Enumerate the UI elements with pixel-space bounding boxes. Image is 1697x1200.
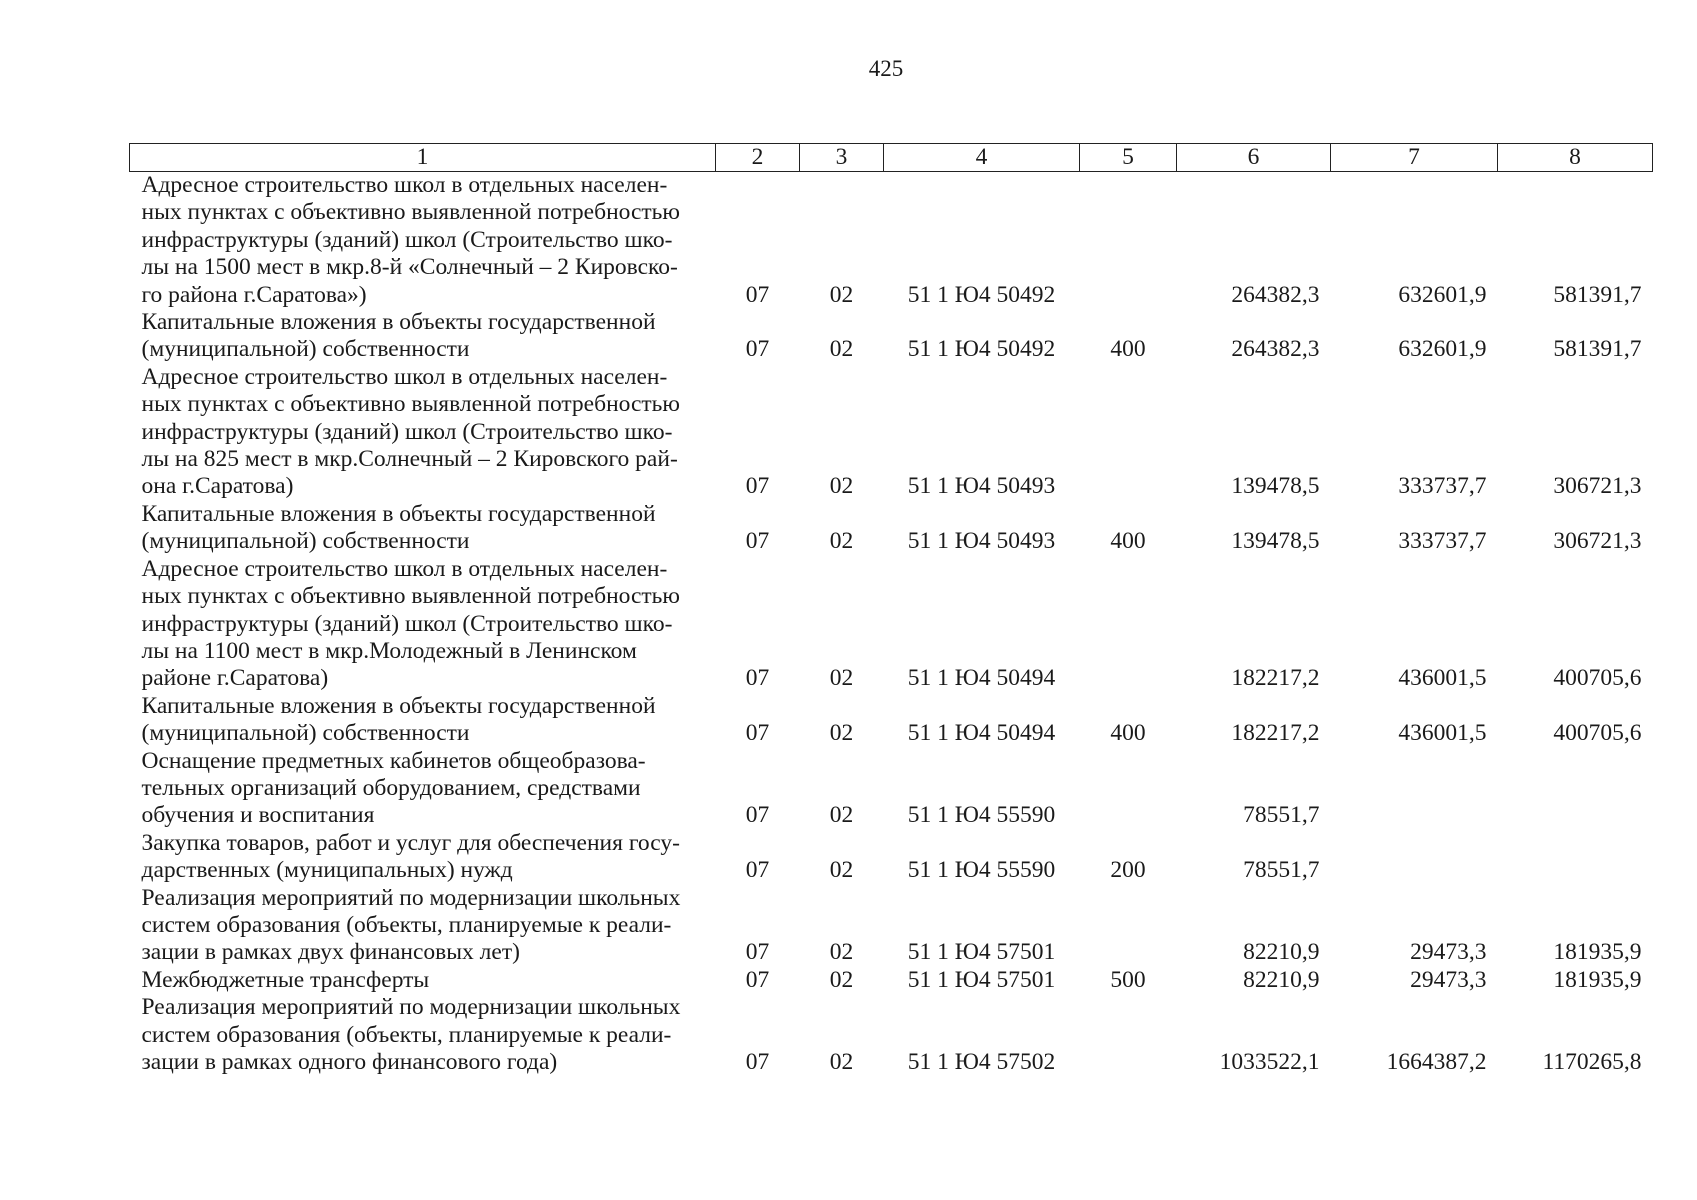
amount-col-8: 400705,6 xyxy=(1553,720,1642,747)
description-line: ных пунктах с объективно выявленной потребностью xyxy=(141,583,680,610)
expense-type-code xyxy=(1080,364,1177,501)
subsection-code: 02 xyxy=(829,665,854,692)
subsection-code: 02 xyxy=(829,1049,854,1075)
description-line: Реализация мероприятий по модернизации школьных xyxy=(141,884,681,911)
section-code: 07 xyxy=(745,1049,770,1075)
amount-col-6: 78551,7 xyxy=(1243,857,1320,884)
row-description xyxy=(130,830,716,885)
description-line: (муниципальной) собственности xyxy=(141,528,470,555)
subsection-code: 02 xyxy=(829,281,854,308)
budget-table xyxy=(129,143,1653,1076)
section-code: 07 xyxy=(745,857,770,884)
description-line: ных пунктах с объективно выявленной потребностью xyxy=(141,391,680,418)
description-line: (муниципальной) собственности xyxy=(141,720,470,747)
table-row xyxy=(130,967,1653,994)
table-row xyxy=(130,364,1653,501)
section-code: 07 xyxy=(745,966,770,993)
column-header-7: 7 xyxy=(1331,144,1498,172)
amount-col-8: 181935,9 xyxy=(1553,966,1642,993)
subsection-code: 02 xyxy=(829,939,854,966)
amount-col-8: 306721,3 xyxy=(1553,528,1642,555)
section-code: 07 xyxy=(745,720,770,747)
expense-type-code: 500 xyxy=(1110,966,1146,993)
subsection-code: 02 xyxy=(829,966,854,993)
row-description xyxy=(130,967,716,994)
description-line: Реализация мероприятий по модернизации школьных xyxy=(141,994,681,1021)
amount-col-8 xyxy=(1498,830,1653,885)
amount-col-7: 1664387,2 xyxy=(1386,1049,1487,1075)
description-line: тельных организаций оборудованием, средствами xyxy=(141,774,641,801)
description-line: лы на 1100 мест в мкр.Молодежный в Ленинском xyxy=(141,637,637,664)
description-line: районе г.Саратова) xyxy=(141,665,329,692)
column-header-6: 6 xyxy=(1177,144,1331,172)
description-line: лы на 1500 мест в мкр.8-й «Солнечный – 2 Кировско- xyxy=(141,254,678,281)
column-header-5: 5 xyxy=(1080,144,1177,172)
amount-col-8: 306721,3 xyxy=(1553,473,1642,500)
amount-col-6: 264382,3 xyxy=(1231,281,1320,308)
row-description xyxy=(130,309,716,364)
subsection-code: 02 xyxy=(829,857,854,884)
expense-type-code: 400 xyxy=(1110,528,1146,555)
description-line: Капитальные вложения в объекты государственной xyxy=(141,692,656,719)
amount-col-7: 333737,7 xyxy=(1398,473,1487,500)
section-code: 07 xyxy=(745,336,770,363)
description-line: дарственных (муниципальных) нужд xyxy=(141,857,513,884)
expense-type-code: 400 xyxy=(1110,336,1146,363)
table-row xyxy=(130,885,1653,967)
target-article-code: 51 1 Ю4 57501 xyxy=(907,939,1056,966)
description-line: обучения и воспитания xyxy=(141,802,375,829)
table-row xyxy=(130,994,1653,1076)
amount-col-6: 182217,2 xyxy=(1231,720,1320,747)
target-article-code: 51 1 Ю4 57502 xyxy=(907,1049,1056,1075)
description-line: зации в рамках одного финансового года) xyxy=(141,1049,558,1075)
expense-type-code xyxy=(1080,885,1177,967)
amount-col-8: 1170265,8 xyxy=(1542,1049,1642,1075)
column-header-3: 3 xyxy=(800,144,884,172)
column-header-2: 2 xyxy=(716,144,800,172)
amount-col-6: 264382,3 xyxy=(1231,336,1320,363)
description-line: лы на 825 мест в мкр.Солнечный – 2 Кировского рай- xyxy=(141,446,678,473)
table-row xyxy=(130,309,1653,364)
amount-col-8: 581391,7 xyxy=(1553,336,1642,363)
section-code: 07 xyxy=(745,473,770,500)
page-number: 425 xyxy=(868,56,904,81)
description-line: инфраструктуры (зданий) школ (Строительство шко- xyxy=(141,610,673,637)
amount-col-8: 400705,6 xyxy=(1553,665,1642,692)
subsection-code: 02 xyxy=(829,473,854,500)
row-description xyxy=(130,885,716,967)
description-line: инфраструктуры (зданий) школ (Строительство шко- xyxy=(141,418,673,445)
expense-type-code xyxy=(1080,748,1177,830)
amount-col-7: 29473,3 xyxy=(1410,939,1487,966)
target-article-code: 51 1 Ю4 55590 xyxy=(907,857,1056,884)
section-code: 07 xyxy=(745,802,770,829)
description-line: (муниципальной) собственности xyxy=(141,336,470,363)
description-line: Адресное строительство школ в отдельных населен- xyxy=(141,172,668,198)
row-description xyxy=(130,748,716,830)
description-line: Оснащение предметных кабинетов общеобразова- xyxy=(141,747,646,774)
row-description xyxy=(130,501,716,556)
target-article-code: 51 1 Ю4 50493 xyxy=(907,528,1056,555)
expense-type-code xyxy=(1080,556,1177,693)
target-article-code: 51 1 Ю4 50494 xyxy=(907,720,1056,747)
amount-col-6: 78551,7 xyxy=(1243,802,1320,829)
description-line: зации в рамках двух финансовых лет) xyxy=(141,939,520,966)
row-description xyxy=(130,556,716,693)
amount-col-7: 436001,5 xyxy=(1398,720,1487,747)
subsection-code: 02 xyxy=(829,336,854,363)
amount-col-8: 181935,9 xyxy=(1553,939,1642,966)
description-line: систем образования (объекты, планируемые к реали- xyxy=(141,911,672,938)
row-description xyxy=(130,172,716,310)
expense-type-code xyxy=(1080,172,1177,310)
amount-col-6: 139478,5 xyxy=(1231,473,1320,500)
amount-col-6: 139478,5 xyxy=(1231,528,1320,555)
description-line: Закупка товаров, работ и услуг для обеспечения госу- xyxy=(141,829,680,856)
description-line: Адресное строительство школ в отдельных населен- xyxy=(141,555,668,582)
description-line: Капитальные вложения в объекты государственной xyxy=(141,500,656,527)
row-description xyxy=(130,693,716,748)
description-line: инфраструктуры (зданий) школ (Строительство шко- xyxy=(141,226,673,253)
amount-col-8: 581391,7 xyxy=(1553,281,1642,308)
amount-col-7: 436001,5 xyxy=(1398,665,1487,692)
subsection-code: 02 xyxy=(829,528,854,555)
section-code: 07 xyxy=(745,665,770,692)
amount-col-8 xyxy=(1498,748,1653,830)
target-article-code: 51 1 Ю4 57501 xyxy=(907,966,1056,993)
section-code: 07 xyxy=(745,939,770,966)
amount-col-7 xyxy=(1331,748,1498,830)
expense-type-code: 200 xyxy=(1110,857,1146,884)
amount-col-7: 333737,7 xyxy=(1398,528,1487,555)
amount-col-7: 632601,9 xyxy=(1398,336,1487,363)
column-header-1: 1 xyxy=(130,144,716,172)
amount-col-7: 29473,3 xyxy=(1410,966,1487,993)
description-line: она г.Саратова) xyxy=(141,473,294,500)
row-description xyxy=(130,364,716,501)
target-article-code: 51 1 Ю4 55590 xyxy=(907,802,1056,829)
subsection-code: 02 xyxy=(829,802,854,829)
subsection-code: 02 xyxy=(829,720,854,747)
amount-col-6: 82210,9 xyxy=(1243,939,1320,966)
table-row xyxy=(130,693,1653,748)
table-row xyxy=(130,556,1653,693)
amount-col-7 xyxy=(1331,830,1498,885)
table-body xyxy=(130,172,1653,1077)
table-row xyxy=(130,748,1653,830)
amount-col-7: 632601,9 xyxy=(1398,281,1487,308)
target-article-code: 51 1 Ю4 50494 xyxy=(907,665,1056,692)
amount-col-6: 82210,9 xyxy=(1243,966,1320,993)
expense-type-code: 400 xyxy=(1110,720,1146,747)
row-description xyxy=(130,994,716,1076)
table-header-row xyxy=(130,144,1653,172)
target-article-code: 51 1 Ю4 50493 xyxy=(907,473,1056,500)
amount-col-6: 1033522,1 xyxy=(1219,1049,1320,1075)
description-line: систем образования (объекты, планируемые к реали- xyxy=(141,1021,672,1048)
table-row xyxy=(130,501,1653,556)
description-line: Капитальные вложения в объекты государственной xyxy=(141,309,656,336)
section-code: 07 xyxy=(745,528,770,555)
column-header-4: 4 xyxy=(884,144,1080,172)
section-code: 07 xyxy=(745,281,770,308)
target-article-code: 51 1 Ю4 50492 xyxy=(907,336,1056,363)
target-article-code: 51 1 Ю4 50492 xyxy=(907,281,1056,308)
description-line: го района г.Саратова») xyxy=(141,281,367,308)
amount-col-6: 182217,2 xyxy=(1231,665,1320,692)
description-line: Адресное строительство школ в отдельных населен- xyxy=(141,363,668,390)
description-line: ных пунктах с объективно выявленной потребностью xyxy=(141,199,680,226)
table-row xyxy=(130,830,1653,885)
table-row xyxy=(130,172,1653,310)
column-header-8: 8 xyxy=(1498,144,1653,172)
description-line: Межбюджетные трансферты xyxy=(141,966,430,993)
expense-type-code xyxy=(1080,994,1177,1076)
